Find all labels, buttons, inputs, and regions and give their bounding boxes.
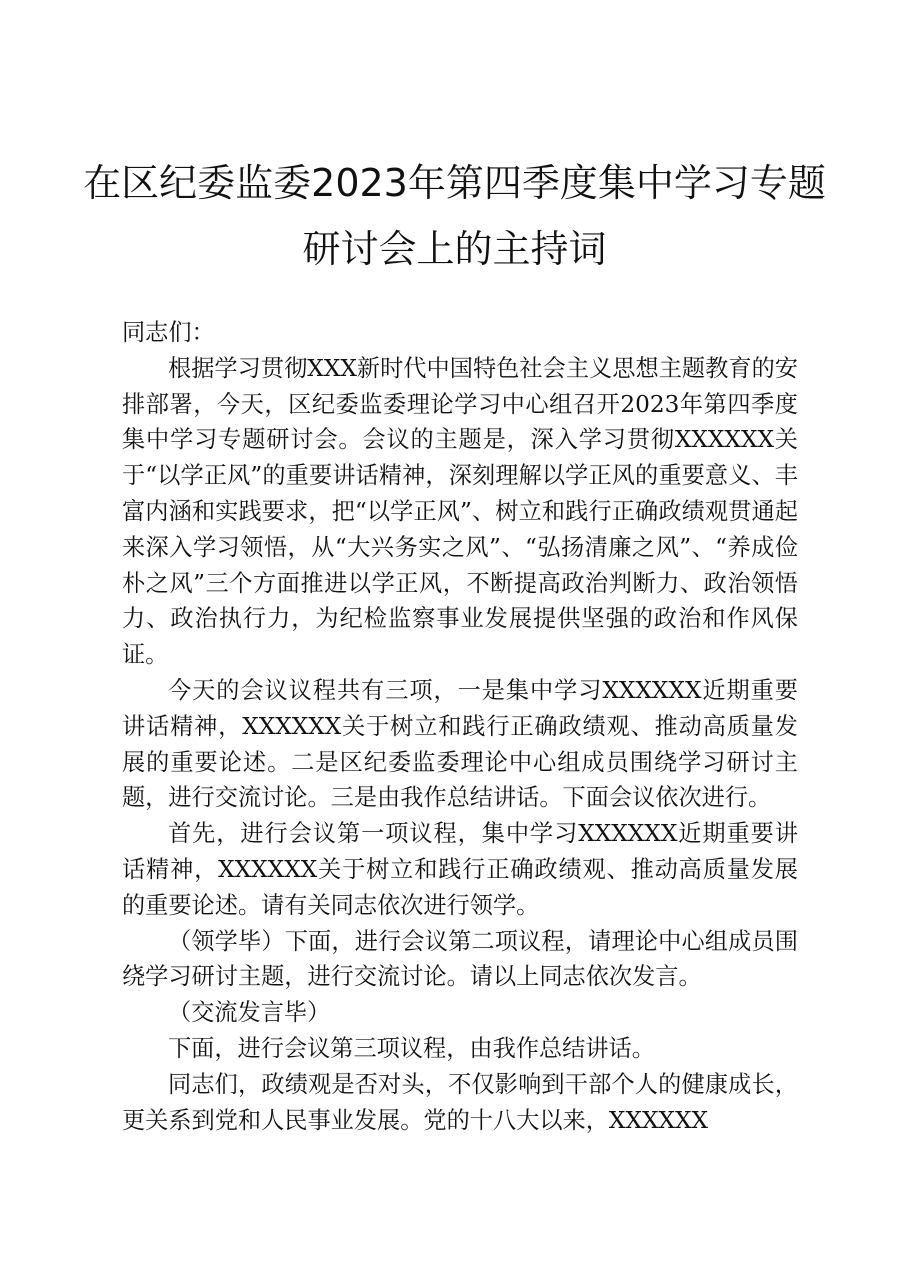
paragraph-item-two: （领学毕）下面，进行会议第二项议程，请理论中心组成员围绕学习研讨主题，进行交流讨论。请以上同志依次发言。 <box>122 927 798 991</box>
document-title-line-2: 研讨会上的主持词 <box>302 227 607 271</box>
paragraph-item-one: 首先，进行会议第一项议程，集中学习XXXXXX近期重要讲话精神，XXXXXX关于树立和践行正确政绩观、推动高质量发展的重要论述。请有关同志依次进行领学。 <box>122 820 798 919</box>
paragraph-intro: 根据学习贯彻XXX新时代中国特色社会主义思想主题教育的安排部署，今天，区纪委监委理论学习中心组召开2023年第四季度集中学习专题研讨会。会议的主题是，深入学习贯彻XXXXXX关于“以学正风”的重要讲话精神，深刻理解以学正风的重要意义、丰富内涵和实践要求，把“以学正风”、树立和践行正确政绩观贯通起来深入学习领悟，从“大兴务实之风”、“弘扬清廉之风”、“养成俭朴之风”三个方面推进以学正风，不断提高政治判断力、政治领悟力、政治执行力，为纪检监察事业发展提供坚强的政治和作风保证。 <box>122 354 798 669</box>
document-title-line-1: 在区纪委监委2023年第四季度集中学习专题 <box>83 161 826 205</box>
paragraph-agenda: 今天的会议议程共有三项，一是集中学习XXXXXX近期重要讲话精神，XXXXXX关于树立和践行正确政绩观、推动高质量发展的重要论述。二是区纪委监委理论中心组成员围绕学习研讨主题，进行交流讨论。三是由我作总结讲话。下面会议依次进行。 <box>122 676 798 812</box>
salutation: 同志们： <box>122 319 215 346</box>
paragraph-discussion-end: （交流发言毕） <box>168 999 331 1027</box>
paragraph-item-three: 下面，进行会议第三项议程，由我作总结讲话。 <box>168 1034 655 1062</box>
paragraph-summary: 同志们，政绩观是否对头，不仅影响到干部个人的健康成长，更关系到党和人民事业发展。党的十八大以来，XXXXXX <box>122 1070 798 1134</box>
document-body <box>122 315 798 1138</box>
